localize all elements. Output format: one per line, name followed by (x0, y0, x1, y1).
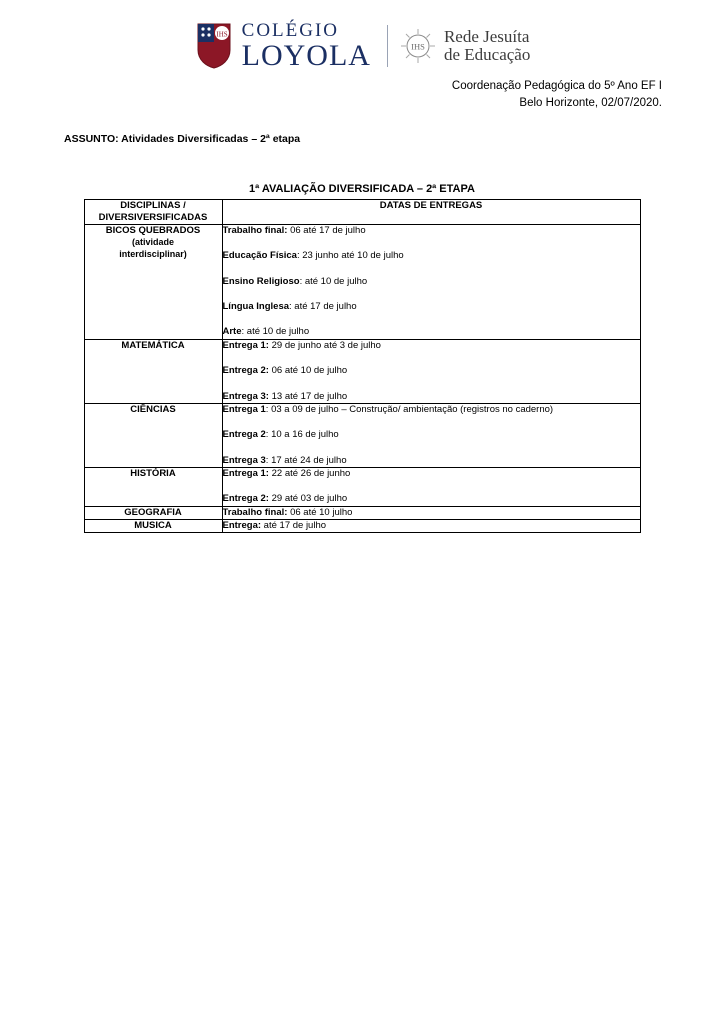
table-row (84, 225, 640, 340)
rede-jesuita-logo (400, 28, 530, 64)
table-row (84, 403, 640, 467)
date-entry-value: 29 até 03 de julho (268, 493, 348, 505)
dates-cell (222, 225, 640, 340)
date-entry-value: : até 17 de julho (289, 301, 357, 313)
dates-cell (222, 467, 640, 506)
discipline-cell (84, 225, 222, 340)
date-entry (223, 391, 640, 403)
date-entry-label: Trabalho final: (222, 506, 288, 518)
table-header-row (84, 200, 640, 225)
discipline-cell (84, 467, 222, 506)
date-entry (223, 468, 640, 480)
header-disciplines-line1: DISCIPLINAS / (120, 200, 186, 212)
svg-text:IHS: IHS (216, 30, 228, 39)
date-entry-value: : 03 a 09 de julho – Construção/ ambientação (registros no caderno) (265, 403, 554, 415)
date-entry (223, 365, 640, 377)
svg-text:IHS: IHS (411, 41, 425, 52)
date-entry-label: Entrega 2 (222, 429, 266, 441)
schedule-table-body (84, 225, 640, 533)
date-entry-label: Educação Física (222, 250, 297, 262)
colegio-loyola-crest-icon (194, 22, 234, 70)
date-entry-label: Entrega 3 (222, 454, 266, 466)
discipline-cell (84, 403, 222, 467)
discipline-cell (84, 506, 222, 519)
date-entry (223, 404, 640, 416)
table-row (84, 467, 640, 506)
table-row (84, 519, 640, 532)
dates-cell (222, 519, 640, 532)
ihs-seal-icon (400, 28, 436, 64)
date-entry (223, 455, 640, 467)
date-entry-value: : 23 junho até 10 de julho (296, 250, 404, 262)
date-entry-label: Arte (222, 326, 242, 338)
date-entry-value: 29 de junho até 3 de julho (268, 339, 381, 351)
date-entry-label: Entrega: (222, 519, 262, 531)
school-name-bottom: LOYOLA (241, 39, 371, 72)
table-row (84, 339, 640, 403)
table-row (84, 506, 640, 519)
discipline-cell (84, 339, 222, 403)
school-name-top: COLÉGIO (241, 20, 340, 41)
header-dates: DATAS DE ENTREGAS (222, 200, 640, 225)
network-name-line2: de Educação (443, 45, 531, 64)
header-disciplines-line2: DIVERSIVERSIFICADAS (98, 212, 208, 224)
date-entry (223, 493, 640, 505)
subject-line: ASSUNTO: Atividades Diversificadas – 2ª etapa (64, 133, 301, 146)
letterhead (60, 0, 664, 74)
date-entry-value: : até 10 de julho (299, 275, 368, 287)
logo-divider (387, 25, 388, 67)
date-entry-value: 06 até 10 de julho (268, 365, 348, 377)
dates-cell (222, 403, 640, 467)
schedule-table (84, 199, 641, 533)
date-entry (223, 250, 640, 262)
date-entry-value: até 17 de julho (261, 519, 327, 531)
date-entry-value: 06 até 10 julho (287, 506, 353, 518)
date-entry (223, 326, 640, 338)
discipline-sub2: interdisciplinar) (119, 249, 187, 260)
date-entry-label: Entrega 2: (222, 365, 269, 377)
date-entry-label: Trabalho final: (222, 225, 288, 237)
place-date-line: Belo Horizonte, 02/07/2020. (519, 96, 662, 109)
network-name-line1: Rede Jesuíta (443, 27, 530, 47)
date-entry-label: Língua Inglesa (222, 301, 290, 313)
date-entry-value: 13 até 17 de julho (268, 390, 348, 402)
date-entry (223, 225, 640, 237)
discipline-name: CIÊNCIAS (130, 403, 176, 415)
date-entry (223, 276, 640, 288)
date-entry (223, 507, 640, 519)
coordination-line: Coordenação Pedagógica do 5º Ano EF I (451, 80, 662, 92)
discipline-name: HISTÓRIA (130, 467, 176, 479)
date-entry-label: Ensino Religioso (222, 275, 300, 287)
document-meta (60, 78, 664, 111)
discipline-cell (84, 519, 222, 532)
page-title: 1ª AVALIAÇÃO DIVERSIFICADA – 2ª ETAPA (249, 183, 475, 196)
date-entry (223, 301, 640, 313)
date-entry-value: : até 10 de julho (241, 326, 310, 338)
date-entry-label: Entrega 3: (222, 390, 269, 402)
date-entry-value: : 17 até 24 de julho (265, 454, 347, 466)
dates-cell (222, 339, 640, 403)
date-entry (223, 429, 640, 441)
date-entry-label: Entrega 2: (222, 493, 269, 505)
date-entry-label: Entrega 1: (222, 467, 269, 479)
date-entry (223, 520, 640, 532)
date-entry-label: Entrega 1: (222, 339, 269, 351)
discipline-sub1: (atividade (131, 237, 174, 248)
dates-cell (222, 506, 640, 519)
date-entry (223, 340, 640, 352)
header-disciplines (84, 200, 222, 225)
school-name (242, 21, 371, 71)
discipline-name: GEOGRAFIA (124, 506, 182, 518)
date-entry-value: : 10 a 16 de julho (265, 429, 339, 441)
date-entry-value: 06 até 17 de julho (287, 225, 366, 237)
discipline-name: MUSICA (134, 519, 172, 531)
discipline-name: BICOS QUEBRADOS (105, 225, 201, 237)
date-entry-value: 22 até 26 de junho (268, 467, 351, 479)
date-entry-label: Entrega 1 (222, 403, 266, 415)
discipline-name: MATEMÁTICA (121, 339, 185, 351)
